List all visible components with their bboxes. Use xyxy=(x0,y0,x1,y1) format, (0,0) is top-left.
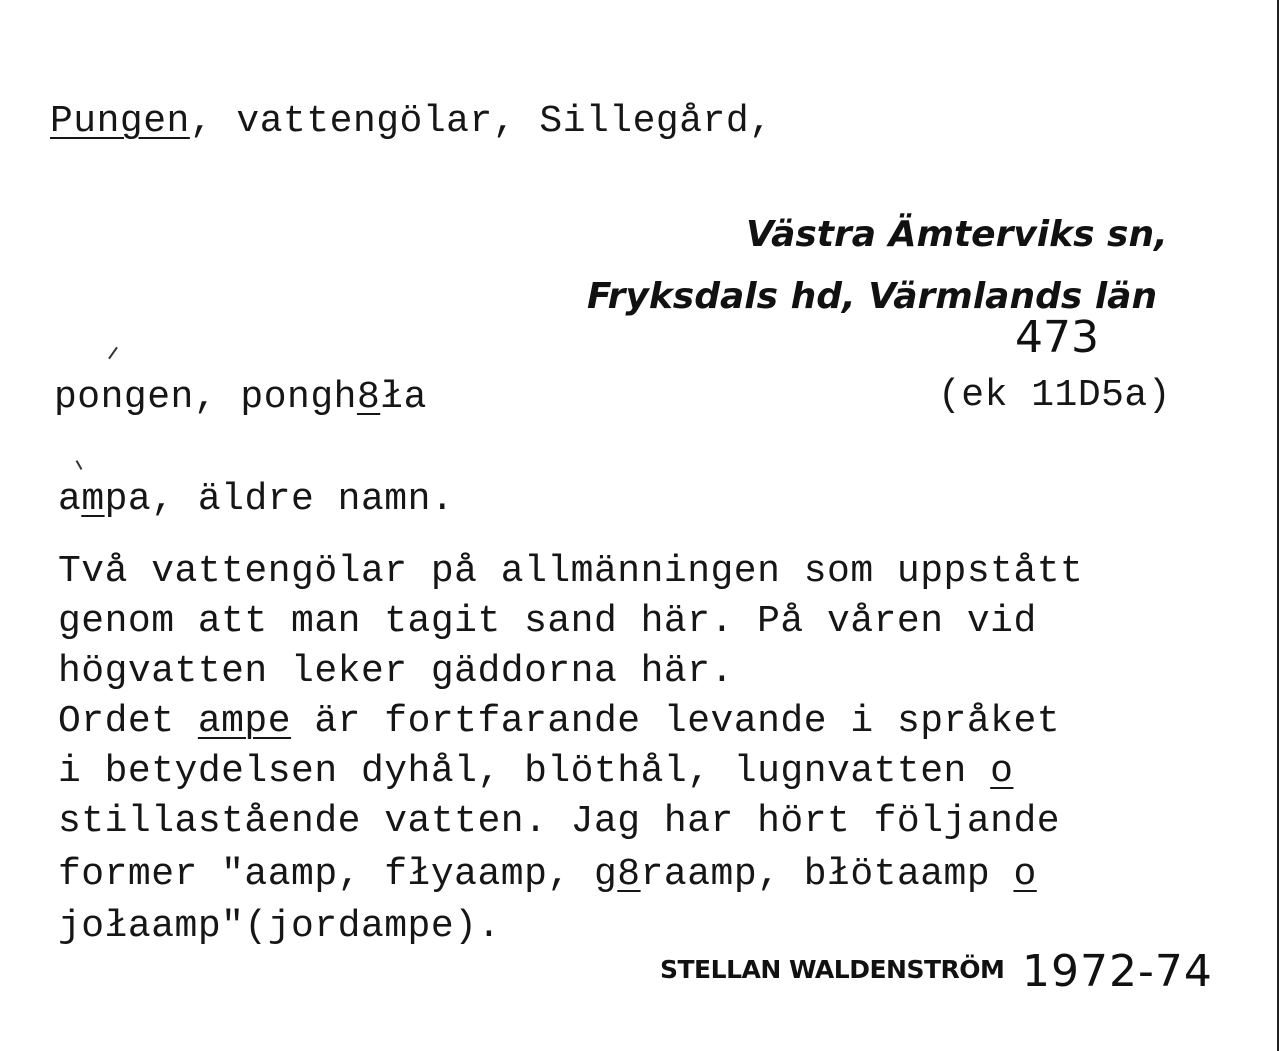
note-underlined: 8 xyxy=(617,853,641,896)
note-text: former "aamp, fłyaamp, g xyxy=(58,853,618,896)
older-name-underlined: m xyxy=(81,478,105,521)
collection-years: 1972-74 xyxy=(1022,946,1213,997)
note-line: stillastående vatten. Jag har hört följande xyxy=(58,800,1061,843)
map-reference: (ek 11D5a) xyxy=(938,374,1172,417)
pronunciation-line xyxy=(54,376,427,419)
accent-mark xyxy=(76,460,83,470)
note-word-ampe: ampe xyxy=(197,700,292,743)
pronunciation-rest: ła xyxy=(380,376,427,419)
note-text: är fortfarande levande i språket xyxy=(291,700,1061,743)
note-line xyxy=(58,853,1037,896)
card-number: 473 xyxy=(1015,312,1099,363)
place-name: Pungen xyxy=(50,100,190,143)
pronunciation-prefix: pongen, pongh xyxy=(54,376,357,419)
header-line xyxy=(50,100,772,143)
older-name-line xyxy=(58,478,454,521)
note-o: o xyxy=(990,750,1014,793)
note-text: i betydelsen dyhål, blöthål, lugnvatten xyxy=(58,750,991,793)
older-name-rest: pa, äldre namn. xyxy=(104,478,455,521)
description-line: Två vattengölar på allmänningen som uppstått xyxy=(58,550,1084,593)
parish-line: Västra Ämterviks sn, xyxy=(746,214,1168,255)
header-rest: , vattengölar, Sillegård, xyxy=(189,100,773,143)
pronunciation-underlined: 8 xyxy=(356,376,381,419)
description-line: högvatten leker gäddorna här. xyxy=(58,650,734,693)
card-edge xyxy=(1277,0,1279,1051)
note-o: o xyxy=(1013,853,1037,896)
note-text: Ordet xyxy=(58,700,198,743)
description-line: genom att man tagit sand här. På våren vid xyxy=(58,600,1037,643)
note-line xyxy=(58,700,1060,743)
older-name-a: a xyxy=(58,478,82,521)
district-line: Fryksdals hd, Värmlands län xyxy=(587,276,1158,317)
note-text: raamp, błötaamp xyxy=(640,853,1014,896)
note-line: jołaamp"(jordampe). xyxy=(58,905,501,948)
note-line xyxy=(58,750,1013,793)
accent-mark xyxy=(108,347,118,360)
collector-stamp: STELLAN WALDENSTRÖM xyxy=(660,955,1005,984)
